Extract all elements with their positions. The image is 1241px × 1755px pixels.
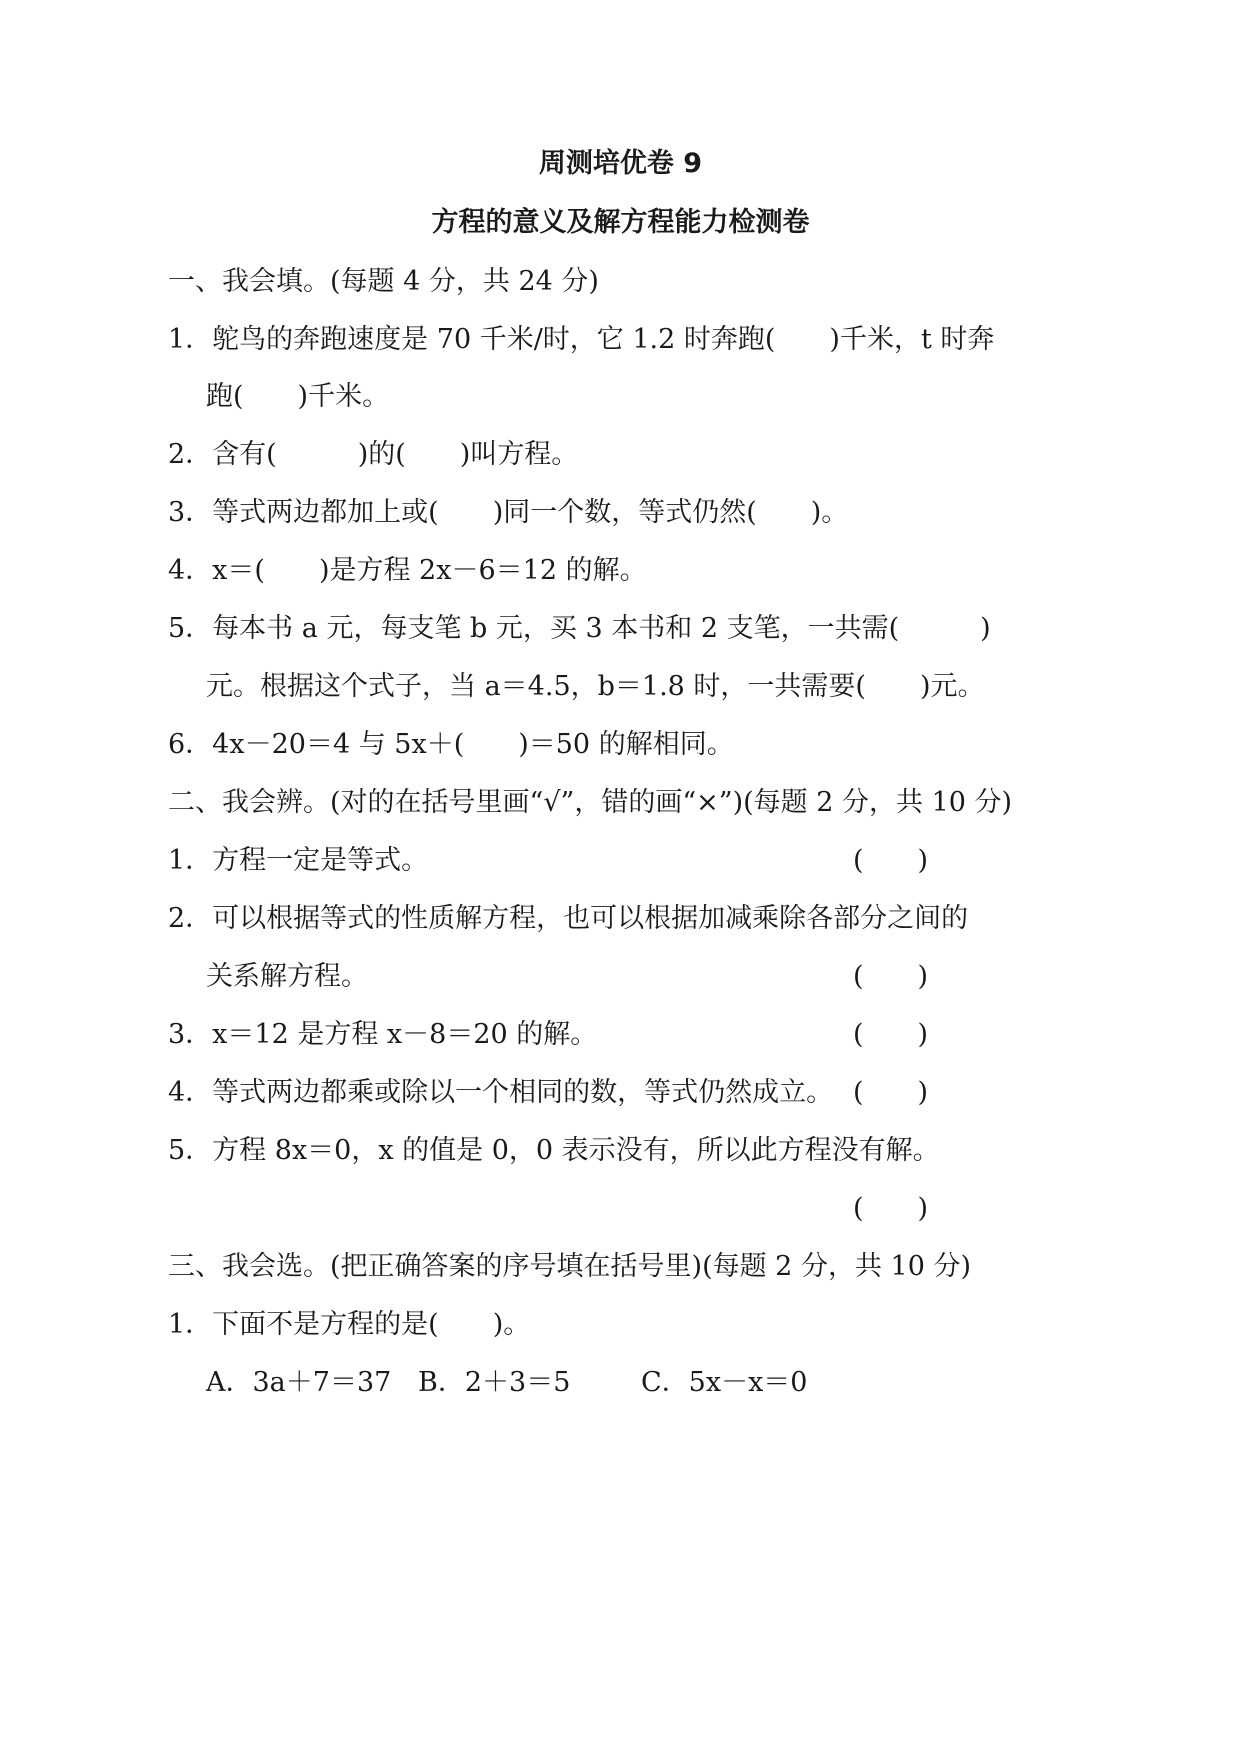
s1-q1-line2: 跑( )千米。 [206, 381, 390, 412]
page-subtitle: 方程的意义及解方程能力检测卷 [431, 207, 810, 238]
s2-q2-line1: 2．可以根据等式的性质解方程，也可以根据加减乘除各部分之间的 [168, 903, 969, 934]
s2-q4: 4．等式两边都乘或除以一个相同的数，等式仍然成立。 [168, 1077, 834, 1108]
s1-q5-line1: 5．每本书 a 元，每支笔 b 元，买 3 本书和 2 支笔，一共需( ) [168, 613, 991, 644]
section1-heading: 一、我会填。(每题 4 分，共 24 分) [168, 266, 599, 297]
s1-q5-line2: 元。根据这个式子，当 a＝4.5，b＝1.8 时，一共需要( )元。 [206, 671, 985, 702]
s2-q4-answer-paren: ( ) [853, 1077, 929, 1108]
s3-q1-option-c: C．5x－x＝0 [641, 1367, 808, 1398]
s1-q6: 6．4x－20＝4 与 5x＋( )＝50 的解相同。 [168, 729, 734, 760]
s2-q1-answer-paren: ( ) [853, 845, 929, 876]
section3-heading: 三、我会选。(把正确答案的序号填在括号里)(每题 2 分，共 10 分) [168, 1251, 971, 1282]
s1-q4: 4．x＝( )是方程 2x－6＝12 的解。 [168, 555, 647, 586]
section2-heading: 二、我会辨。(对的在括号里画“√”，错的画“×”)(每题 2 分，共 10 分) [168, 787, 1013, 818]
s3-q1-option-a: A．3a＋7＝37 [206, 1367, 392, 1398]
s2-q3: 3．x＝12 是方程 x－8＝20 的解。 [168, 1019, 598, 1050]
s2-q3-answer-paren: ( ) [853, 1019, 929, 1050]
s2-q1: 1．方程一定是等式。 [168, 845, 429, 876]
s1-q2: 2．含有( )的( )叫方程。 [168, 439, 579, 470]
s1-q3: 3．等式两边都加上或( )同一个数，等式仍然( )。 [168, 497, 849, 528]
s3-q1: 1．下面不是方程的是( )。 [168, 1309, 531, 1340]
s2-q5: 5．方程 8x＝0，x 的值是 0，0 表示没有，所以此方程没有解。 [168, 1135, 940, 1166]
s3-q1-option-b: B．2＋3＝5 [418, 1367, 571, 1398]
s2-q2-line2: 关系解方程。 [206, 961, 368, 992]
s2-q2-answer-paren: ( ) [853, 961, 929, 992]
s2-q5-answer-paren: ( ) [853, 1193, 929, 1224]
page-title: 周测培优卷 9 [538, 148, 703, 179]
s1-q1-line1: 1．鸵鸟的奔跑速度是 70 千米/时，它 1.2 时奔跑( )千米，t 时奔 [168, 324, 995, 355]
